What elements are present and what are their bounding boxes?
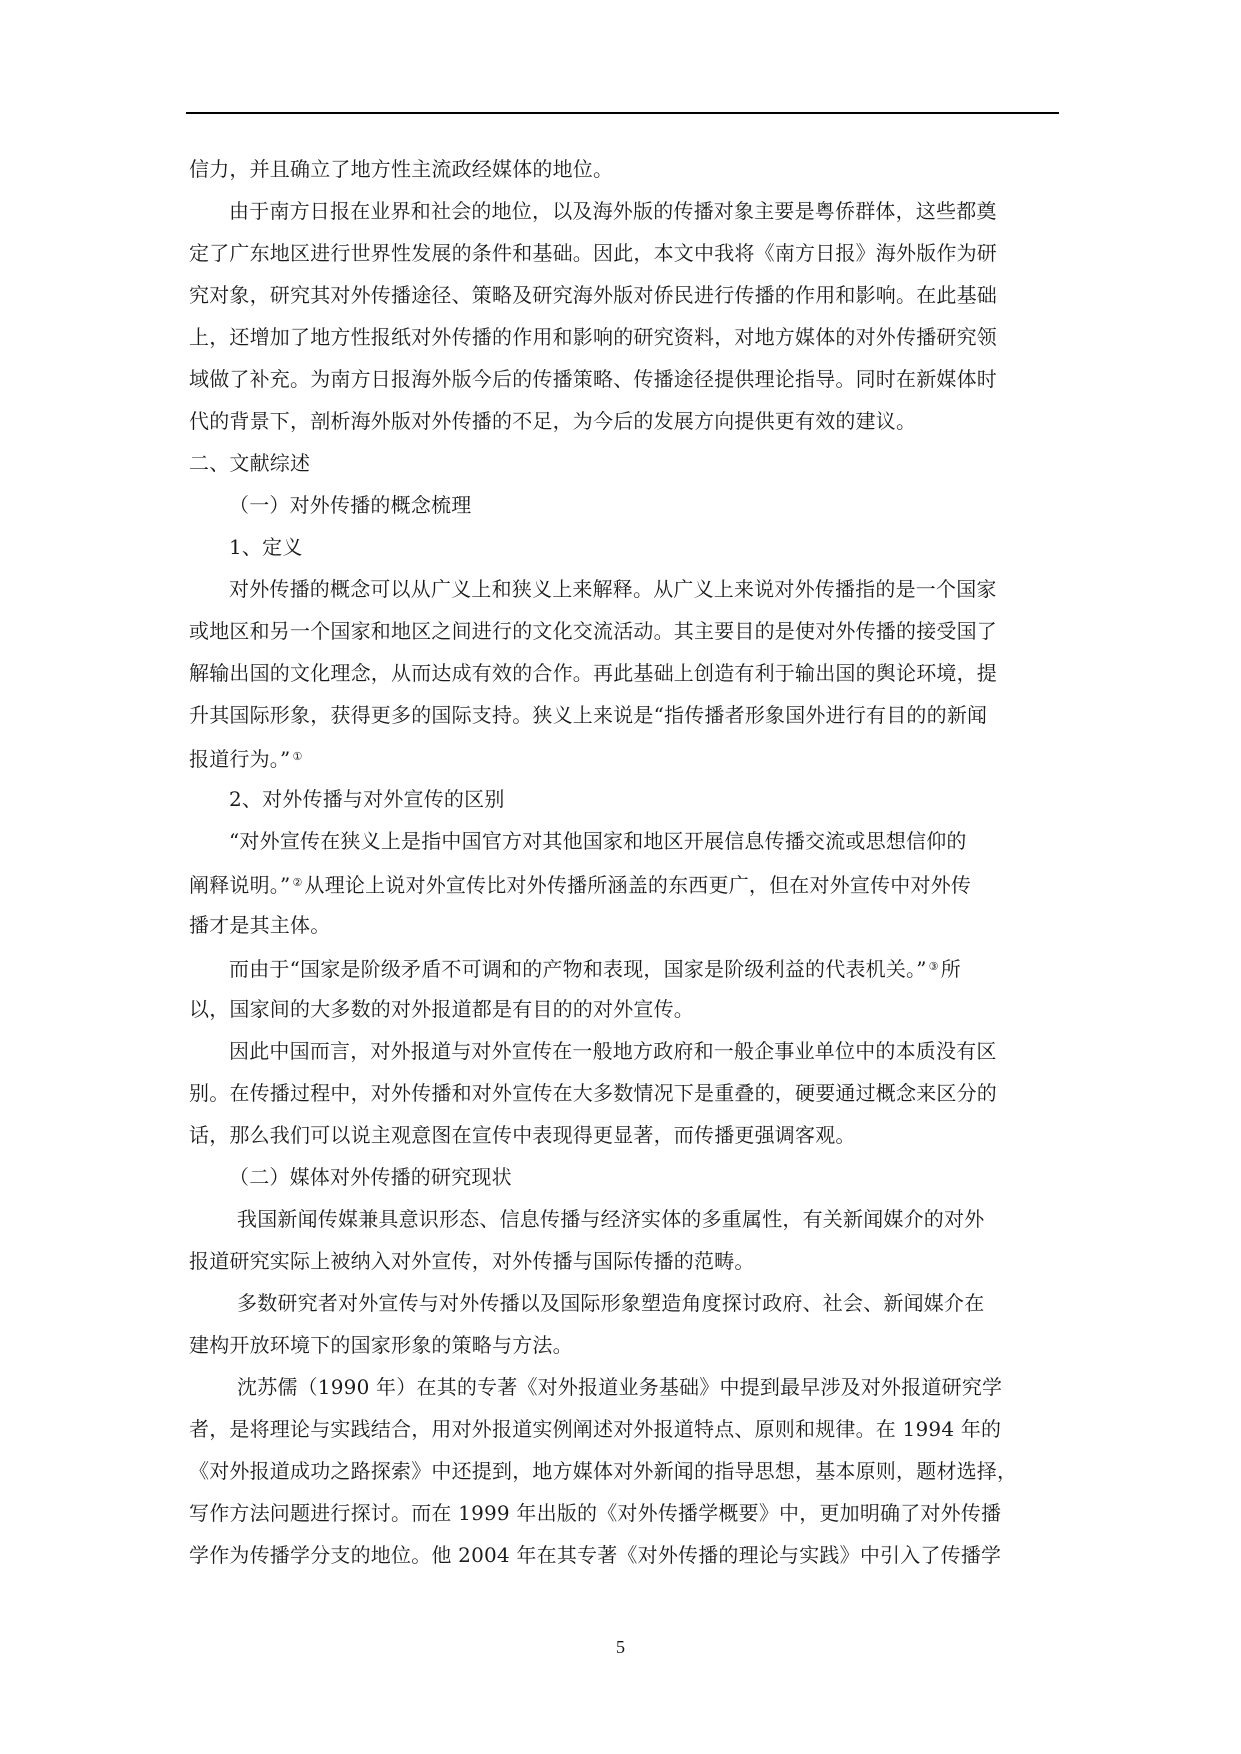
paragraph-line: 上，还增加了地方性报纸对外传播的作用和影响的研究资料，对地方媒体的对外传播研究领 xyxy=(189,325,997,349)
page-number: 5 xyxy=(616,1637,625,1657)
subsection-heading: （二）媒体对外传播的研究现状 xyxy=(229,1165,512,1189)
header-rule xyxy=(186,112,1059,114)
paragraph-line xyxy=(189,736,1059,778)
line-text: 而由于“国家是阶级矛盾不可调和的产物和表现，国家是阶级利益的代表机关。” xyxy=(229,957,927,981)
paragraph-line xyxy=(189,946,1059,988)
paragraph-line: 者，是将理论与实践结合，用对外报道实例阐述对外报道特点、原则和规律。在 1994 年的 xyxy=(189,1417,1002,1441)
line-text: 从理论上说对外宣传比对外传播所涵盖的东西更广，但在对外宣传中对外传 xyxy=(304,873,972,897)
paragraph-line: 因此中国而言，对外报道与对外宣传在一般地方政府和一般企事业单位中的本质没有区 xyxy=(229,1039,997,1063)
paragraph-line: 升其国际形象，获得更多的国际支持。狭义上来说是“指传播者形象国外进行有目的的新闻 xyxy=(189,703,988,727)
paragraph-line: 写作方法问题进行探讨。而在 1999 年出版的《对外传播学概要》中，更加明确了对外传播 xyxy=(189,1501,1002,1525)
line-text: 报道行为。” xyxy=(189,747,291,771)
paragraph-line: 学作为传播学分支的地位。他 2004 年在其专著《对外传播的理论与实践》中引入了传播学 xyxy=(189,1543,1002,1567)
paragraph-line: 建构开放环境下的国家形象的策略与方法。 xyxy=(189,1333,573,1357)
paragraph-line: 域做了补充。为南方日报海外版今后的传播策略、传播途径提供理论指导。同时在新媒体时 xyxy=(189,367,997,391)
document-body xyxy=(189,148,1059,1576)
paragraph-line xyxy=(189,862,1059,904)
paragraph-line: 信力，并且确立了地方性主流政经媒体的地位。 xyxy=(189,157,614,181)
paragraph-line: 解输出国的文化理念，从而达成有效的合作。再此基础上创造有利于输出国的舆论环境，提 xyxy=(189,661,997,685)
subsection-heading: （一）对外传播的概念梳理 xyxy=(229,493,472,517)
paragraph-line: 代的背景下，剖析海外版对外传播的不足，为今后的发展方向提供更有效的建议。 xyxy=(189,409,917,433)
paragraph-line: 或地区和另一个国家和地区之间进行的文化交流活动。其主要目的是使对外传播的接受国了 xyxy=(189,619,997,643)
paragraph-line: 播才是其主体。 xyxy=(189,913,331,937)
line-text: 阐释说明。” xyxy=(189,873,291,897)
footnote-marker: ③ xyxy=(928,960,939,973)
paragraph-line: 定了广东地区进行世界性发展的条件和基础。因此，本文中我将《南方日报》海外版作为研 xyxy=(189,241,997,265)
paragraph-line: 多数研究者对外宣传与对外传播以及国际形象塑造角度探讨政府、社会、新闻媒介在 xyxy=(237,1291,985,1315)
subsubsection-heading: 1、定义 xyxy=(229,535,303,559)
section-heading: 二、文献综述 xyxy=(189,451,311,475)
paragraph-line: 我国新闻传媒兼具意识形态、信息传播与经济实体的多重属性，有关新闻媒介的对外 xyxy=(237,1207,985,1231)
paragraph-line: 以，国家间的大多数的对外报道都是有目的的对外宣传。 xyxy=(189,997,694,1021)
paragraph-line: 《对外报道成功之路探索》中还提到，地方媒体对外新闻的指导思想，基本原则，题材选择， xyxy=(189,1459,1018,1483)
line-text: 所 xyxy=(940,957,961,981)
footnote-marker: ① xyxy=(292,750,303,763)
paragraph-line: 沈苏儒（1990 年）在其的专著《对外报道业务基础》中提到最早涉及对外报道研究学 xyxy=(237,1375,1003,1399)
paragraph-line: 由于南方日报在业界和社会的地位，以及海外版的传播对象主要是粤侨群体，这些都奠 xyxy=(229,199,997,223)
paragraph-line: 话，那么我们可以说主观意图在宣传中表现得更显著，而传播更强调客观。 xyxy=(189,1123,856,1147)
paragraph-line: 报道研究实际上被纳入对外宣传，对外传播与国际传播的范畴。 xyxy=(189,1249,755,1273)
footnote-marker: ② xyxy=(292,876,303,889)
paragraph-line: 别。在传播过程中，对外传播和对外宣传在大多数情况下是重叠的，硬要通过概念来区分的 xyxy=(189,1081,997,1105)
subsubsection-heading: 2、对外传播与对外宣传的区别 xyxy=(229,787,505,811)
paragraph-line: 究对象，研究其对外传播途径、策略及研究海外版对侨民进行传播的作用和影响。在此基础 xyxy=(189,283,997,307)
paragraph-line: “对外宣传在狭义上是指中国官方对其他国家和地区开展信息传播交流或思想信仰的 xyxy=(229,829,967,853)
paragraph-line: 对外传播的概念可以从广义上和狭义上来解释。从广义上来说对外传播指的是一个国家 xyxy=(229,577,997,601)
